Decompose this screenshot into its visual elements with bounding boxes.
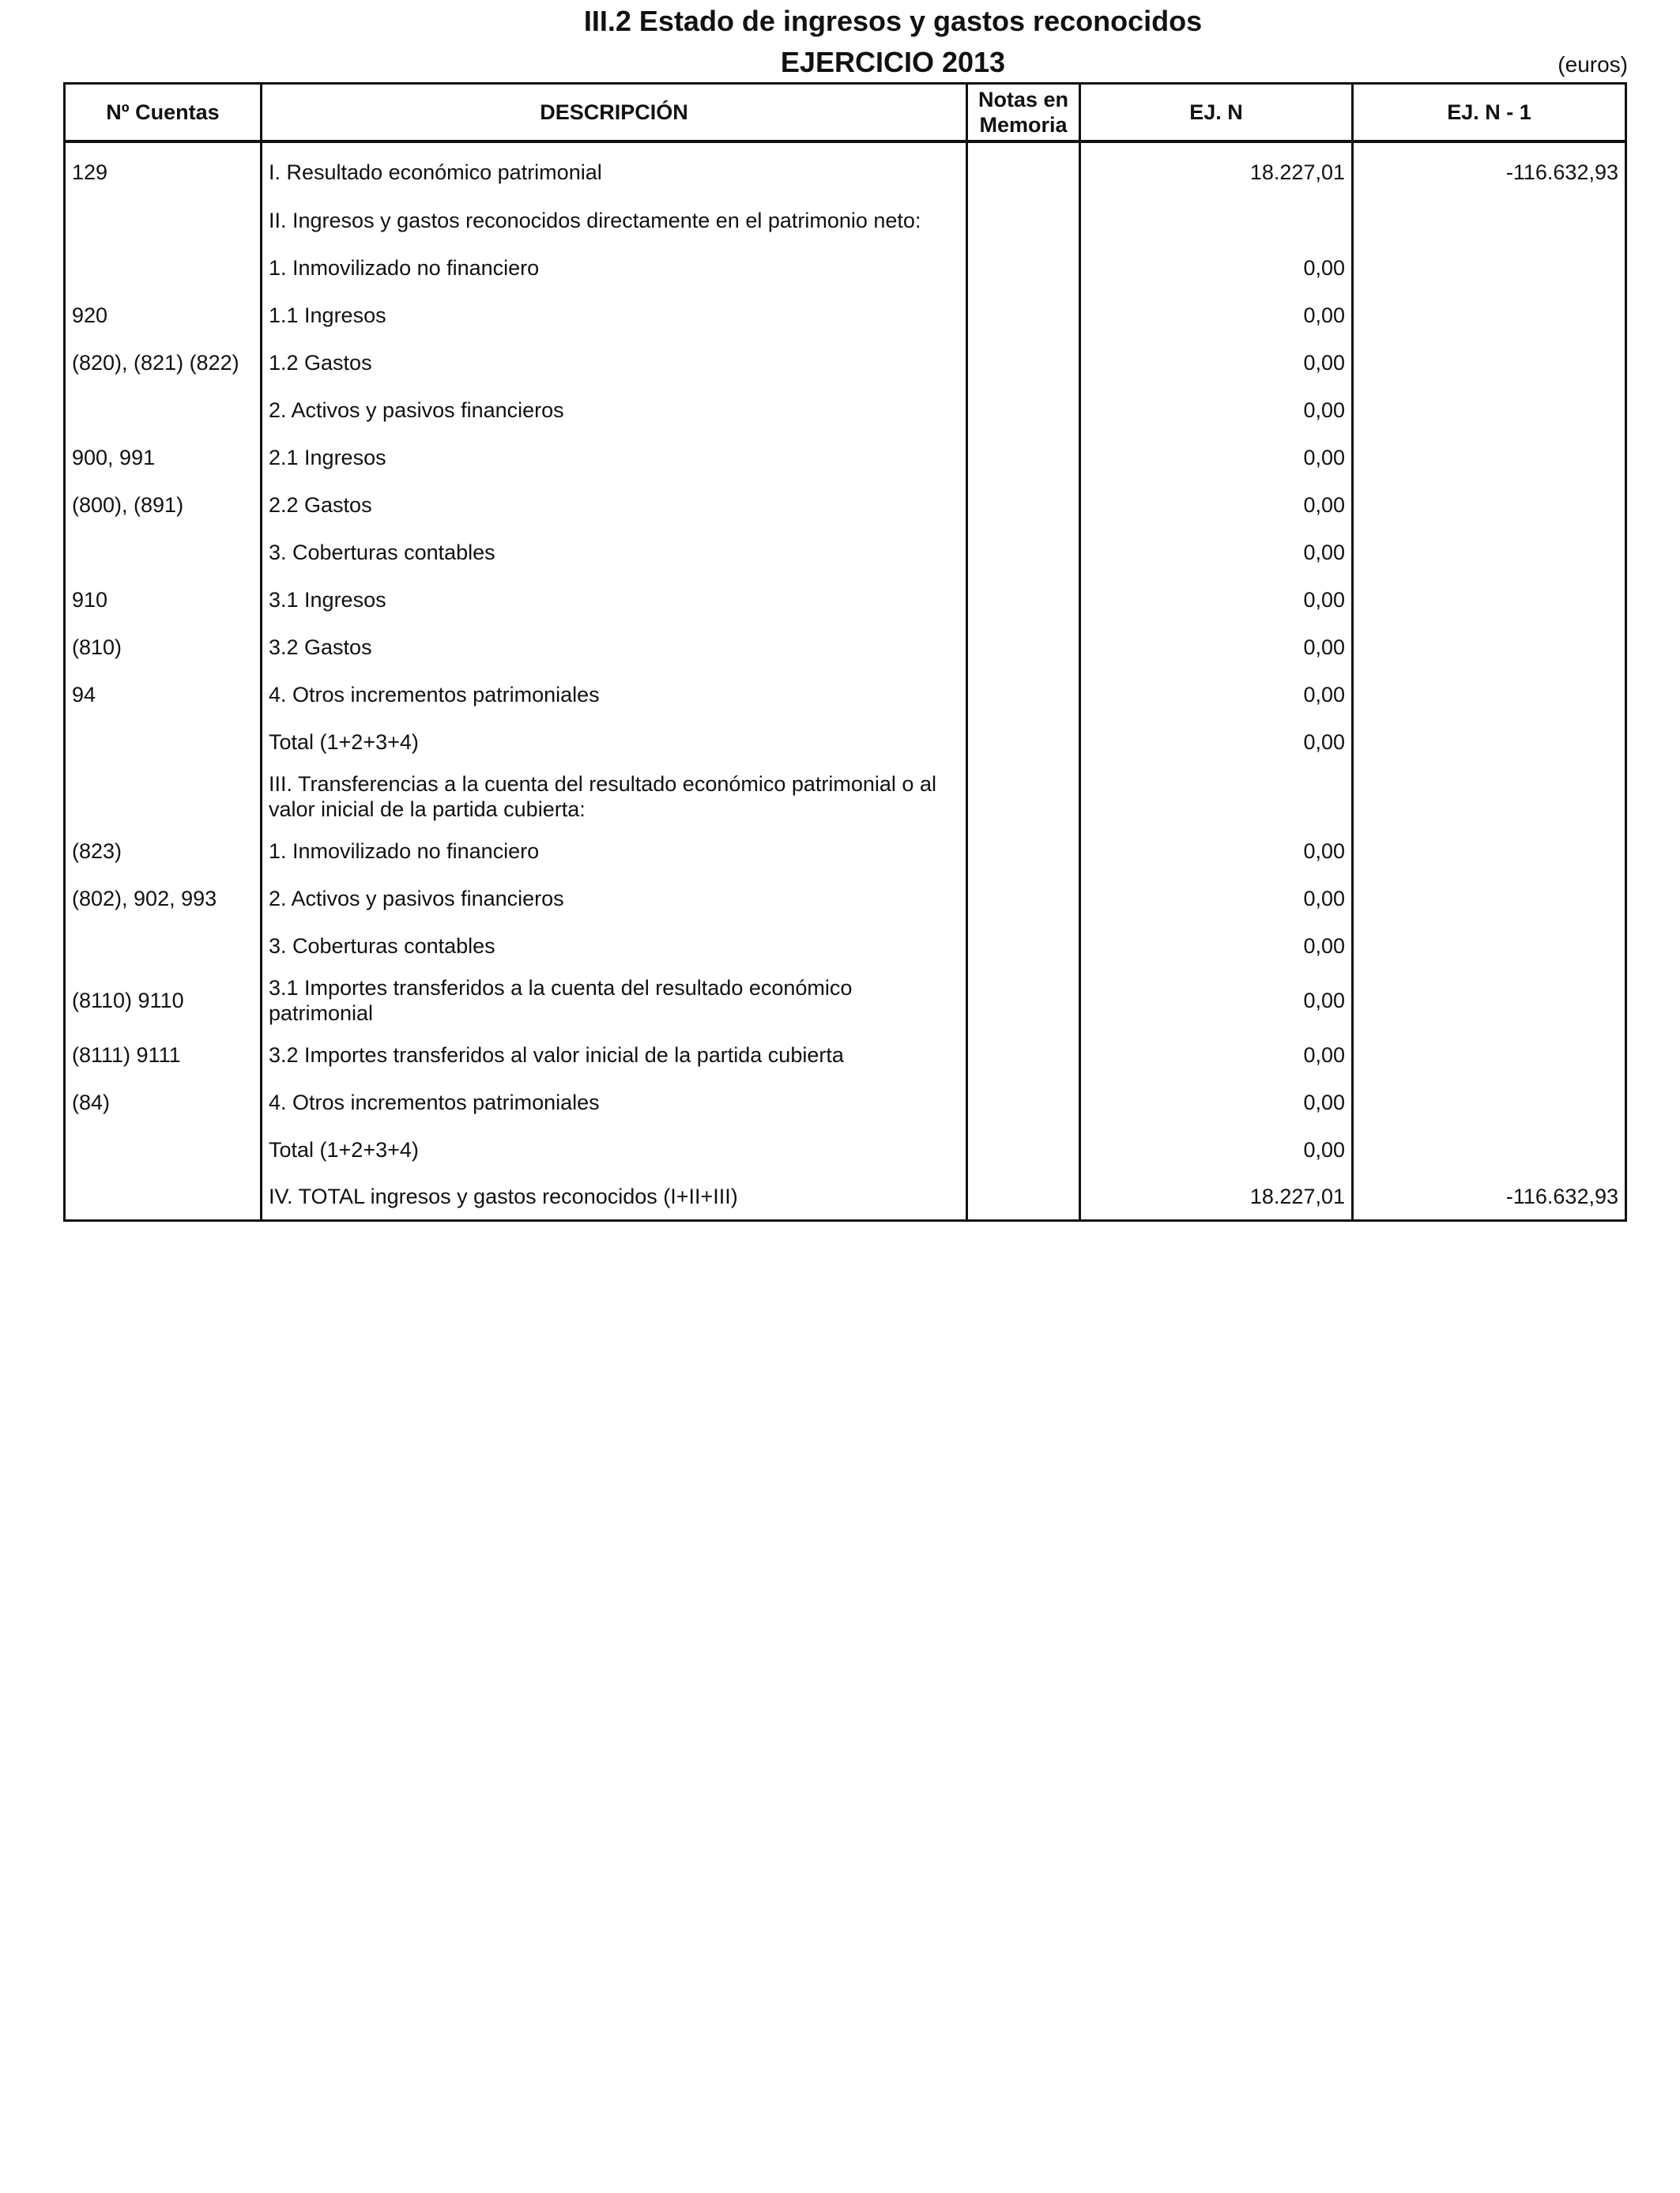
ej-n1-cell [1353, 970, 1626, 1031]
cuenta-cell [65, 766, 262, 827]
ej-n-cell: 0,00 [1080, 1079, 1353, 1126]
descripcion-cell: 3. Coberturas contables [262, 529, 967, 576]
cuenta-cell: 910 [65, 576, 262, 624]
table-row [65, 1126, 1626, 1174]
ej-n-cell [1080, 766, 1353, 827]
table-row [65, 922, 1626, 970]
units-label: (euros) [1558, 52, 1628, 77]
cuenta-cell [65, 529, 262, 576]
notas-cell [967, 244, 1080, 292]
ej-n1-cell [1353, 766, 1626, 827]
notas-cell [967, 1079, 1080, 1126]
ej-n1-cell: -116.632,93 [1353, 1174, 1626, 1221]
cuenta-cell: (810) [65, 624, 262, 671]
header-descripcion: DESCRIPCIÓN [262, 84, 967, 142]
ej-n-cell: 0,00 [1080, 970, 1353, 1031]
notas-cell [967, 875, 1080, 922]
ej-n1-cell [1353, 339, 1626, 386]
table-row [65, 292, 1626, 339]
notas-cell [967, 339, 1080, 386]
ej-n1-cell [1353, 292, 1626, 339]
descripcion-cell: III. Transferencias a la cuenta del resultado económico patrimonial o al valor inicial de la partida cubierta: [262, 766, 967, 827]
header-cuentas: Nº Cuentas [65, 84, 262, 142]
ej-n1-cell [1353, 197, 1626, 244]
ej-n-cell: 18.227,01 [1080, 1174, 1353, 1221]
notas-cell [967, 292, 1080, 339]
ej-n1-cell [1353, 827, 1626, 875]
cuenta-cell: 900, 991 [65, 434, 262, 481]
cuenta-cell: 94 [65, 671, 262, 718]
table-row [65, 141, 1626, 197]
notas-cell [967, 141, 1080, 197]
notas-cell [967, 576, 1080, 624]
ej-n-cell: 0,00 [1080, 718, 1353, 766]
notas-cell [967, 624, 1080, 671]
ej-n1-cell [1353, 576, 1626, 624]
notas-cell [967, 197, 1080, 244]
descripcion-cell: 2. Activos y pasivos financieros [262, 386, 967, 434]
ej-n1-cell [1353, 481, 1626, 529]
ej-n-cell: 0,00 [1080, 624, 1353, 671]
descripcion-cell: 2. Activos y pasivos financieros [262, 875, 967, 922]
notas-cell [967, 766, 1080, 827]
cuenta-cell [65, 1174, 262, 1221]
notas-cell [967, 671, 1080, 718]
cuenta-cell [65, 718, 262, 766]
ej-n1-cell [1353, 1079, 1626, 1126]
descripcion-cell: I. Resultado económico patrimonial [262, 141, 967, 197]
statement-table [63, 82, 1627, 1222]
descripcion-cell: 3.1 Importes transferidos a la cuenta del resultado económico patrimonial [262, 970, 967, 1031]
descripcion-cell: 1.2 Gastos [262, 339, 967, 386]
ej-n-cell: 0,00 [1080, 576, 1353, 624]
descripcion-cell: 3.2 Gastos [262, 624, 967, 671]
cuenta-cell: (84) [65, 1079, 262, 1126]
notas-cell [967, 529, 1080, 576]
cuenta-cell [65, 386, 262, 434]
ej-n-cell: 0,00 [1080, 434, 1353, 481]
cuenta-cell: (8111) 9111 [65, 1031, 262, 1079]
table-row [65, 481, 1626, 529]
cuenta-cell: (823) [65, 827, 262, 875]
header-ej-n1: EJ. N - 1 [1353, 84, 1626, 142]
descripcion-cell: 3.1 Ingresos [262, 576, 967, 624]
descripcion-cell: 4. Otros incrementos patrimoniales [262, 1079, 967, 1126]
table-row [65, 1079, 1626, 1126]
ej-n1-cell [1353, 718, 1626, 766]
cuenta-cell: (800), (891) [65, 481, 262, 529]
table-row [65, 576, 1626, 624]
ej-n-cell: 0,00 [1080, 529, 1353, 576]
cuenta-cell [65, 197, 262, 244]
ej-n-cell: 0,00 [1080, 1126, 1353, 1174]
cuenta-cell [65, 244, 262, 292]
ej-n1-cell [1353, 1126, 1626, 1174]
notas-cell [967, 434, 1080, 481]
notas-cell [967, 922, 1080, 970]
ej-n-cell: 0,00 [1080, 1031, 1353, 1079]
ej-n1-cell [1353, 244, 1626, 292]
document-subtitle: EJERCICIO 2013 [780, 46, 1006, 78]
document-title: III.2 Estado de ingresos y gastos reconocidos [583, 5, 1203, 37]
descripcion-cell: 2.1 Ingresos [262, 434, 967, 481]
notas-cell [967, 827, 1080, 875]
table-row [65, 671, 1626, 718]
cuenta-cell: 129 [65, 141, 262, 197]
notas-cell [967, 1126, 1080, 1174]
ej-n1-cell: -116.632,93 [1353, 141, 1626, 197]
table-row [65, 386, 1626, 434]
ej-n-cell: 0,00 [1080, 875, 1353, 922]
table-row [65, 827, 1626, 875]
descripcion-cell: 1.1 Ingresos [262, 292, 967, 339]
ej-n-cell: 0,00 [1080, 481, 1353, 529]
header-notas [967, 84, 1080, 142]
table-row [65, 970, 1626, 1031]
descripcion-cell: II. Ingresos y gastos reconocidos directamente en el patrimonio neto: [262, 197, 967, 244]
ej-n-cell: 0,00 [1080, 244, 1353, 292]
ej-n-cell: 0,00 [1080, 827, 1353, 875]
descripcion-cell: IV. TOTAL ingresos y gastos reconocidos (I+II+III) [262, 1174, 967, 1221]
notas-cell [967, 1174, 1080, 1221]
ej-n-cell [1080, 197, 1353, 244]
ej-n-cell: 0,00 [1080, 671, 1353, 718]
descripcion-cell: Total (1+2+3+4) [262, 718, 967, 766]
ej-n1-cell [1353, 1031, 1626, 1079]
ej-n1-cell [1353, 529, 1626, 576]
table-row [65, 1031, 1626, 1079]
descripcion-cell: 3.2 Importes transferidos al valor inicial de la partida cubierta [262, 1031, 967, 1079]
notas-cell [967, 386, 1080, 434]
table-row [65, 244, 1626, 292]
notas-cell [967, 1031, 1080, 1079]
ej-n-cell: 0,00 [1080, 922, 1353, 970]
descripcion-cell: 1. Inmovilizado no financiero [262, 827, 967, 875]
table-row [65, 197, 1626, 244]
table-row [65, 529, 1626, 576]
ej-n1-cell [1353, 671, 1626, 718]
table-row [65, 624, 1626, 671]
cuenta-cell [65, 922, 262, 970]
header-notas-line2: Memoria [979, 113, 1068, 137]
ej-n1-cell [1353, 875, 1626, 922]
header-ej-n: EJ. N [1080, 84, 1353, 142]
descripcion-cell: 2.2 Gastos [262, 481, 967, 529]
cuenta-cell: (802), 902, 993 [65, 875, 262, 922]
ej-n1-cell [1353, 434, 1626, 481]
descripcion-cell: 4. Otros incrementos patrimoniales [262, 671, 967, 718]
ej-n1-cell [1353, 922, 1626, 970]
ej-n1-cell [1353, 386, 1626, 434]
table-row [65, 718, 1626, 766]
header-notas-line1: Notas en [977, 88, 1069, 111]
ej-n-cell: 0,00 [1080, 339, 1353, 386]
ej-n-cell: 18.227,01 [1080, 141, 1353, 197]
descripcion-cell: Total (1+2+3+4) [262, 1126, 967, 1174]
descripcion-cell: 3. Coberturas contables [262, 922, 967, 970]
header-row [65, 84, 1626, 142]
notas-cell [967, 718, 1080, 766]
table-row [65, 339, 1626, 386]
notas-cell [967, 481, 1080, 529]
table-row [65, 1174, 1626, 1221]
notas-cell [967, 970, 1080, 1031]
cuenta-cell: 920 [65, 292, 262, 339]
ej-n-cell: 0,00 [1080, 386, 1353, 434]
cuenta-cell: (820), (821) (822) [65, 339, 262, 386]
ej-n-cell: 0,00 [1080, 292, 1353, 339]
descripcion-cell: 1. Inmovilizado no financiero [262, 244, 967, 292]
cuenta-cell: (8110) 9110 [65, 970, 262, 1031]
cuenta-cell [65, 1126, 262, 1174]
table-row [65, 875, 1626, 922]
table-row [65, 434, 1626, 481]
table-row [65, 766, 1626, 827]
ej-n1-cell [1353, 624, 1626, 671]
